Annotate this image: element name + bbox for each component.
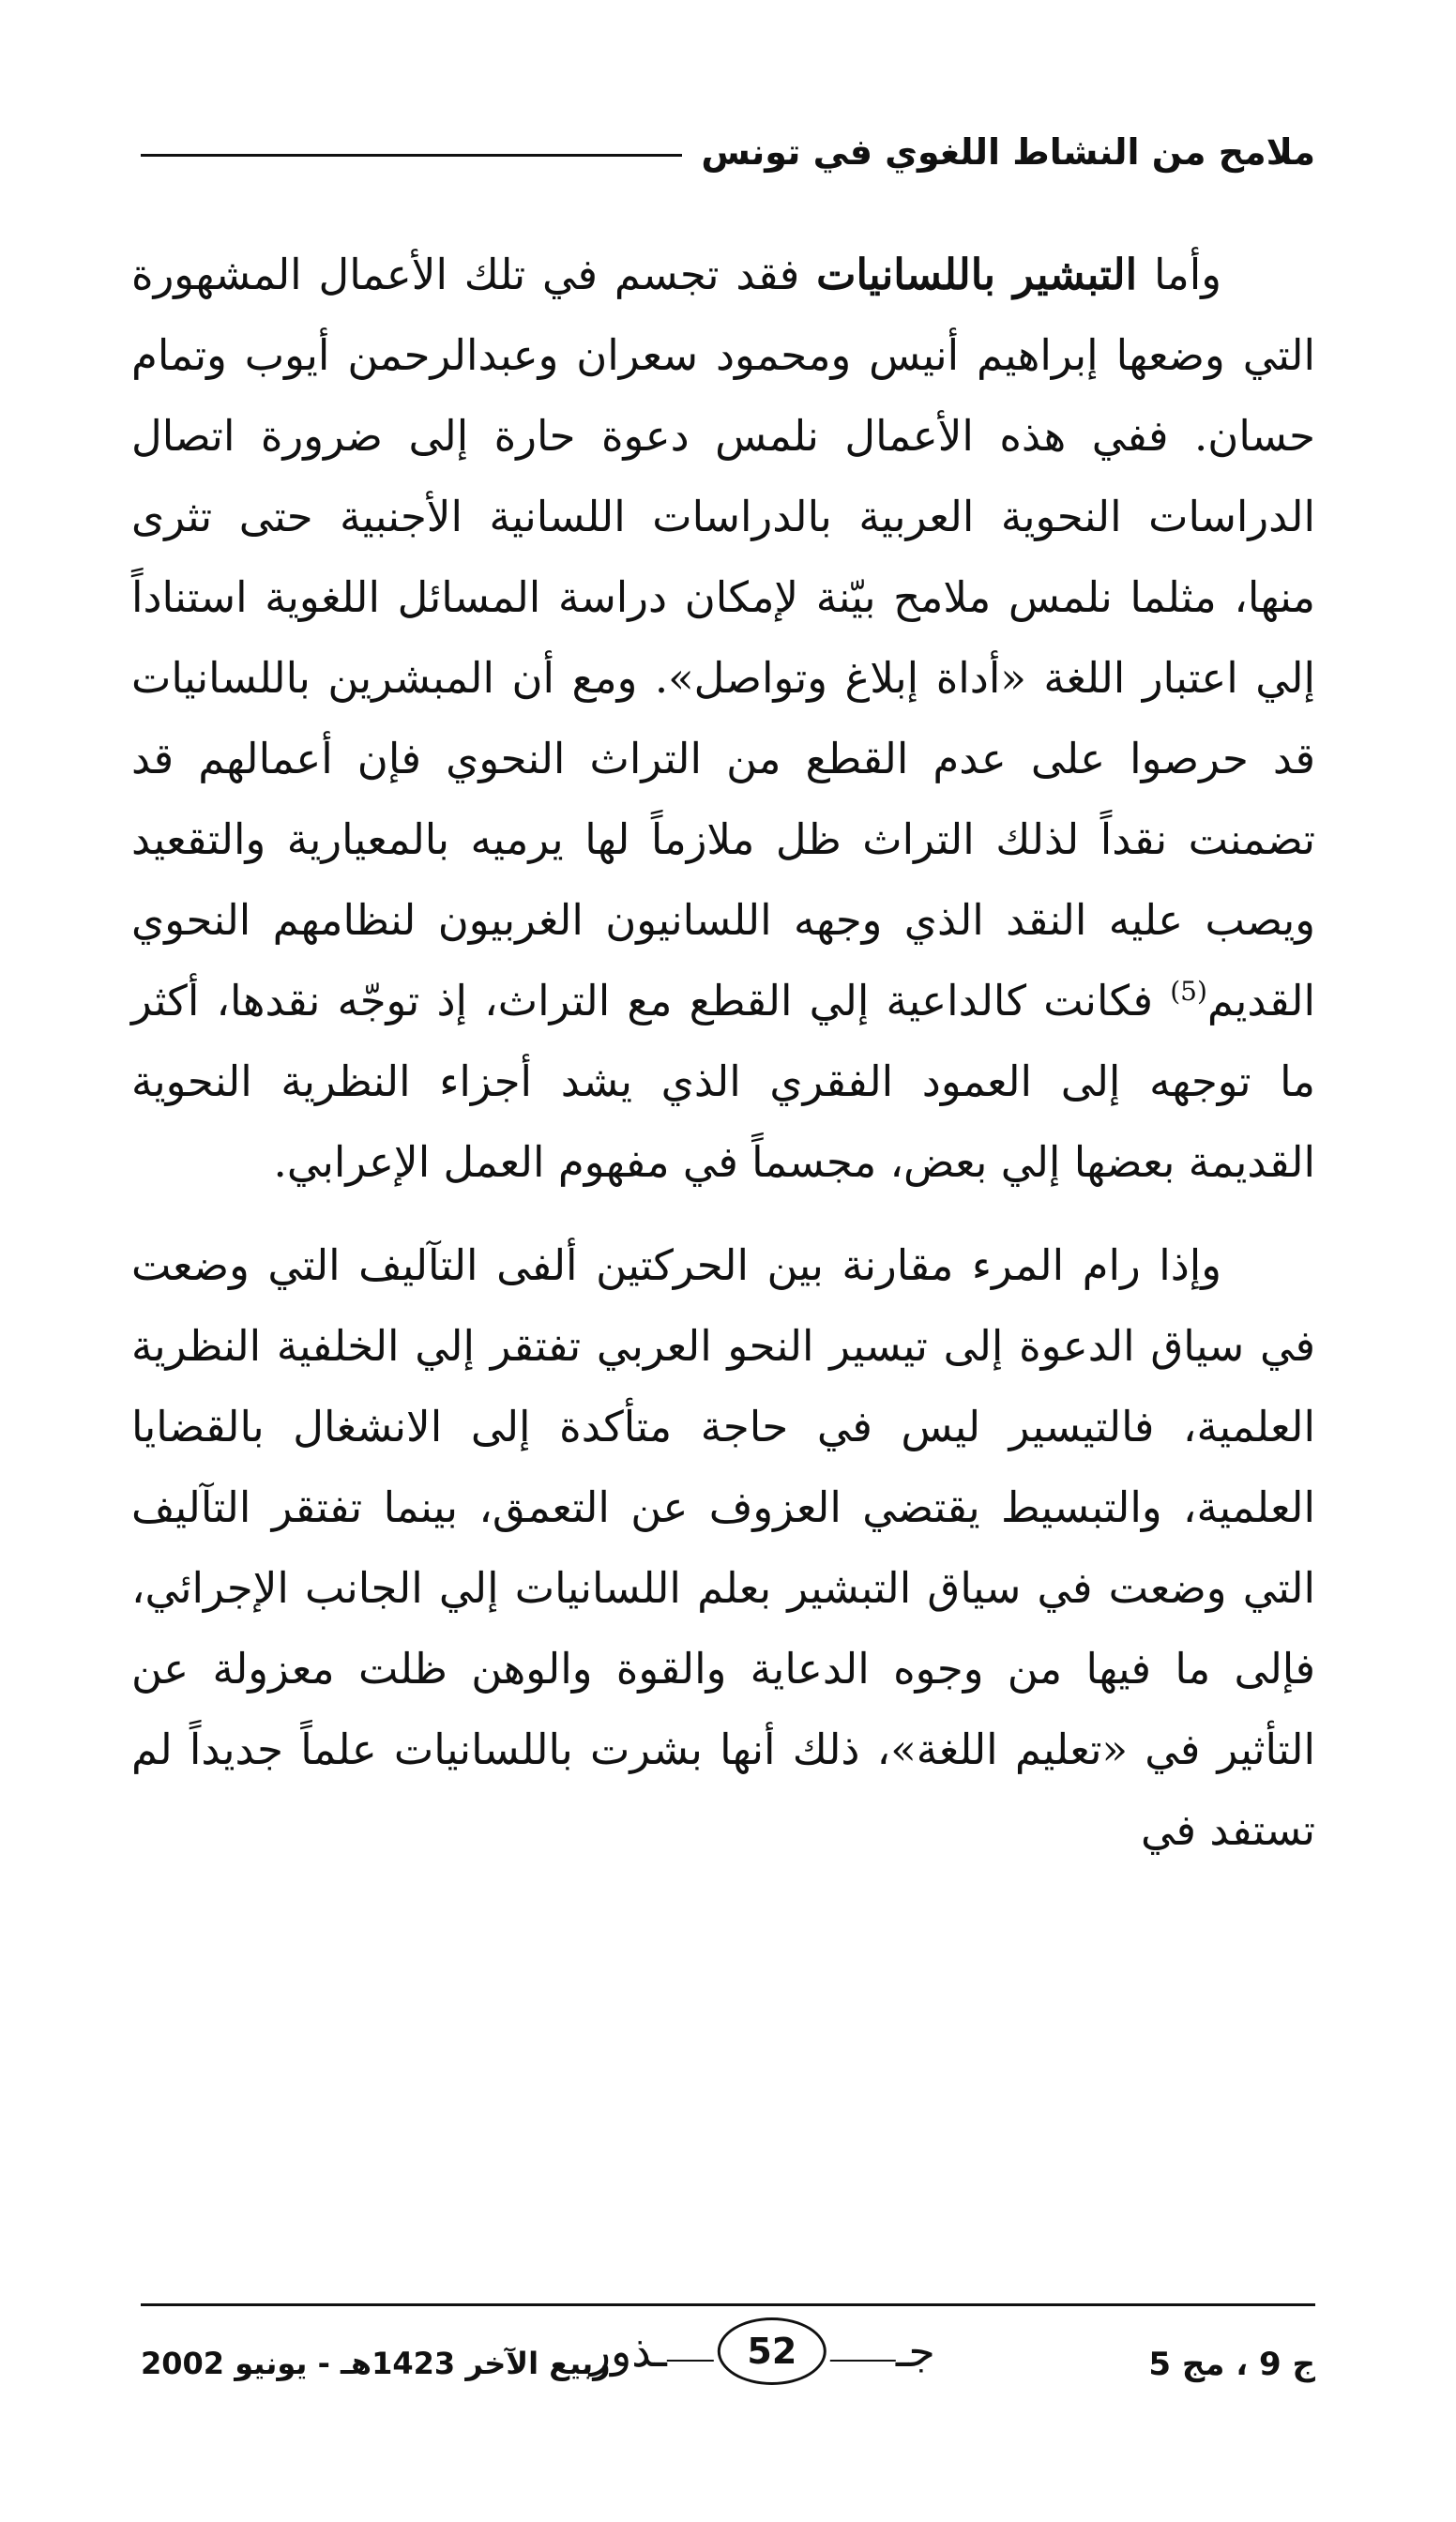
- logo-part-right: ـذور: [589, 2326, 667, 2377]
- journal-logo: [590, 2317, 935, 2385]
- footer-rule: [141, 2303, 1315, 2306]
- page-footer: [141, 2317, 1315, 2421]
- volume-info: ج 9 ، مج 5: [1148, 2346, 1315, 2383]
- paragraph-1: [131, 235, 1315, 1203]
- paragraph-1-start: وأما: [1137, 250, 1221, 299]
- page-number: 52: [718, 2317, 827, 2385]
- header-rule: [141, 154, 682, 157]
- paragraph-1-end: فكانت كالداعية إلي القطع مع التراث، إذ توجّه نقدها، أكثر ما توجهه إلى العمود الفقري الذي يشد أجزاء النظرية النحوية القديمة بعضها إلي بعض، مجسماً في مفهوم العمل الإعرابي.: [131, 976, 1315, 1187]
- article-body: [131, 235, 1315, 1871]
- paragraph-2: وإذا رام المرء مقارنة بين الحركتين ألفى التآليف التي وضعت في سياق الدعوة إلى تيسير النحو العربي تفتقر إلي الخلفية النظرية العلمية، فالتيسير ليس في حاجة متأكدة إلى الانشغال بالقضايا العلمية، والتبسيط يقتضي العزوف عن التعمق، بينما تفتقر التآليف التي وضعت في سياق التبشير بعلم اللسانيات إلي الجانب الإجرائي، فإلى ما فيها من وجوه الدعاية والقوة والوهن ظلت معزولة عن التأثير في «تعليم اللغة»، ذلك أنها بشرت باللسانيات علماً جديداً لم تستفد في: [131, 1240, 1315, 1855]
- footnote-ref: (5): [1170, 976, 1207, 1007]
- running-header-title: ملامح من النشاط اللغوي في تونس: [701, 131, 1315, 173]
- running-header: [141, 131, 1315, 173]
- bold-term: التبشير باللسانيات: [816, 250, 1138, 299]
- issue-date: ربيع الآخر 1423هـ - يونيو 2002: [141, 2346, 611, 2381]
- logo-dash: [667, 2360, 714, 2362]
- logo-part-left: جـ: [895, 2326, 935, 2377]
- paragraph-1-text: فقد تجسم في تلك الأعمال المشهورة التي وضعها إبراهيم أنيس ومحمود سعران وعبدالرحمن أيوب وتمام حسان. ففي هذه الأعمال نلمس دعوة حارة إلى ضرورة اتصال الدراسات النحوية العربية بالدراسات اللسانية الأجنبية حتى تثرى منها، مثلما نلمس ملامح بيّنة لإمكان دراسة المسائل اللغوية استناداً إلي اعتبار اللغة «أداة إبلاغ وتواصل». ومع أن المبشرين باللسانيات قد حرصوا على عدم القطع من التراث النحوي فإن أعمالهم قد تضمنت نقداً لذلك التراث ظل ملازماً لها يرميه بالمعيارية والتقعيد ويصب عليه النقد الذي وجهه اللسانيون الغربيون لنظامهم النحوي القديم: [131, 250, 1316, 1026]
- logo-dash: [830, 2360, 896, 2362]
